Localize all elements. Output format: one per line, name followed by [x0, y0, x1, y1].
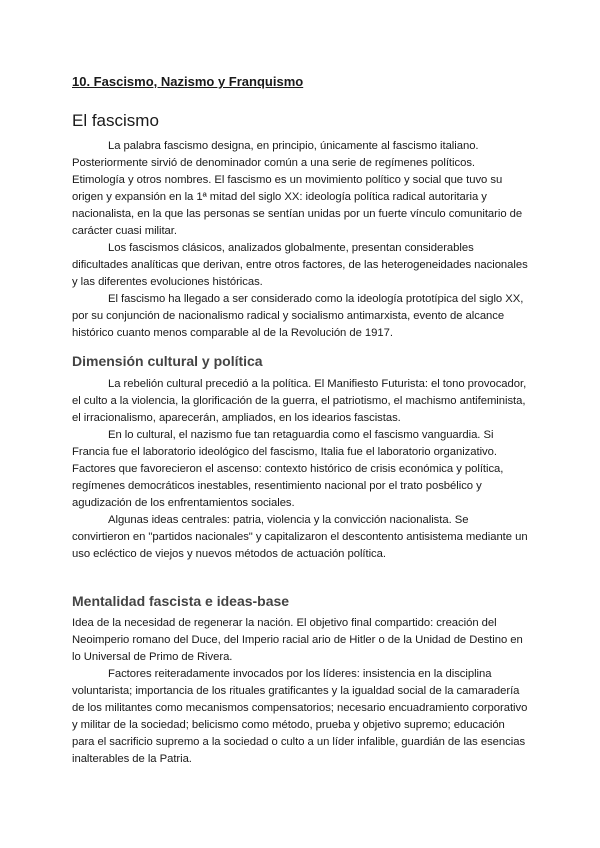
heading-dimension-cultural: Dimensión cultural y política	[72, 353, 263, 369]
document-title: 10. Fascismo, Nazismo y Franquismo	[72, 74, 304, 89]
section-el-fascismo	[72, 138, 528, 342]
paragraph: La palabra fascismo designa, en principio, únicamente al fascismo italiano. Posteriormente sirvió de denominador común a una serie de regímenes políticos. Etimología y otros nombres. El fascismo es un movimiento político y social que tuvo su origen y expansión en la 1ª mitad del siglo XX: ideología política radical autoritaria y nacionalista, en la que las personas se sentían unidas por un fuerte vínculo comunitario de carácter cuasi militar.	[72, 140, 523, 237]
paragraph: Los fascismos clásicos, analizados globalmente, presentan considerables dificultades analíticas que derivan, entre otros factores, de las heterogeneidades nacionales y las diferentes evoluciones históricas.	[72, 242, 528, 288]
paragraph: En lo cultural, el nazismo fue tan retaguardia como el fascismo vanguardia. Si Francia fue el laboratorio ideológico del fascismo, Italia fue el laboratorio organizativo. Factores que favorecieron el ascenso: contexto histórico de crisis económica y política, regímenes democráticos inestables, resentimiento nacional por el trato posbélico y agudización de los enfrentamientos sociales.	[72, 429, 504, 509]
paragraph: Idea de la necesidad de regenerar la nación. El objetivo final compartido: creación del Neoimperio romano del Duce, del Imperio racial ario de Hitler o de la Unidad de Destino en lo Universal de Primo de Rivera.	[72, 617, 523, 663]
heading-el-fascismo: El fascismo	[72, 111, 159, 130]
paragraph: La rebelión cultural precedió a la política. El Manifiesto Futurista: el tono provocador, el culto a la violencia, la glorificación de la guerra, el patriotismo, el machismo antifeminista, el irracionalismo, aparecerán, ampliados, en los idearios fascistas.	[72, 378, 527, 424]
section-dimension-cultural	[72, 376, 528, 563]
paragraph: Factores reiteradamente invocados por los líderes: insistencia en la disciplina voluntarista; importancia de los rituales gratificantes y la igualdad social de la camaradería de los militantes como mecanismos compensatorios; necesario encuadramiento corporativo y militar de la sociedad; belicismo como método, prueba y objetivo supremo; educación para el sacrificio supremo a la sociedad o culto a un líder infalible, guardián de las esencias inalterables de la Patria.	[72, 668, 528, 765]
section-mentalidad-fascista	[72, 615, 528, 768]
heading-mentalidad-fascista: Mentalidad fascista e ideas-base	[72, 593, 290, 609]
paragraph: El fascismo ha llegado a ser considerado como la ideología prototípica del siglo XX, por su conjunción de nacionalismo radical y socialismo antimarxista, evento de alcance histórico cuanto menos comparable al de la Revolución de 1917.	[72, 293, 524, 339]
paragraph: Algunas ideas centrales: patria, violencia y la convicción nacionalista. Se convirtieron en "partidos nacionales" y capitalizaron el descontento antisistema mediante un uso ecléctico de viejos y nuevos métodos de actuación política.	[72, 514, 528, 560]
